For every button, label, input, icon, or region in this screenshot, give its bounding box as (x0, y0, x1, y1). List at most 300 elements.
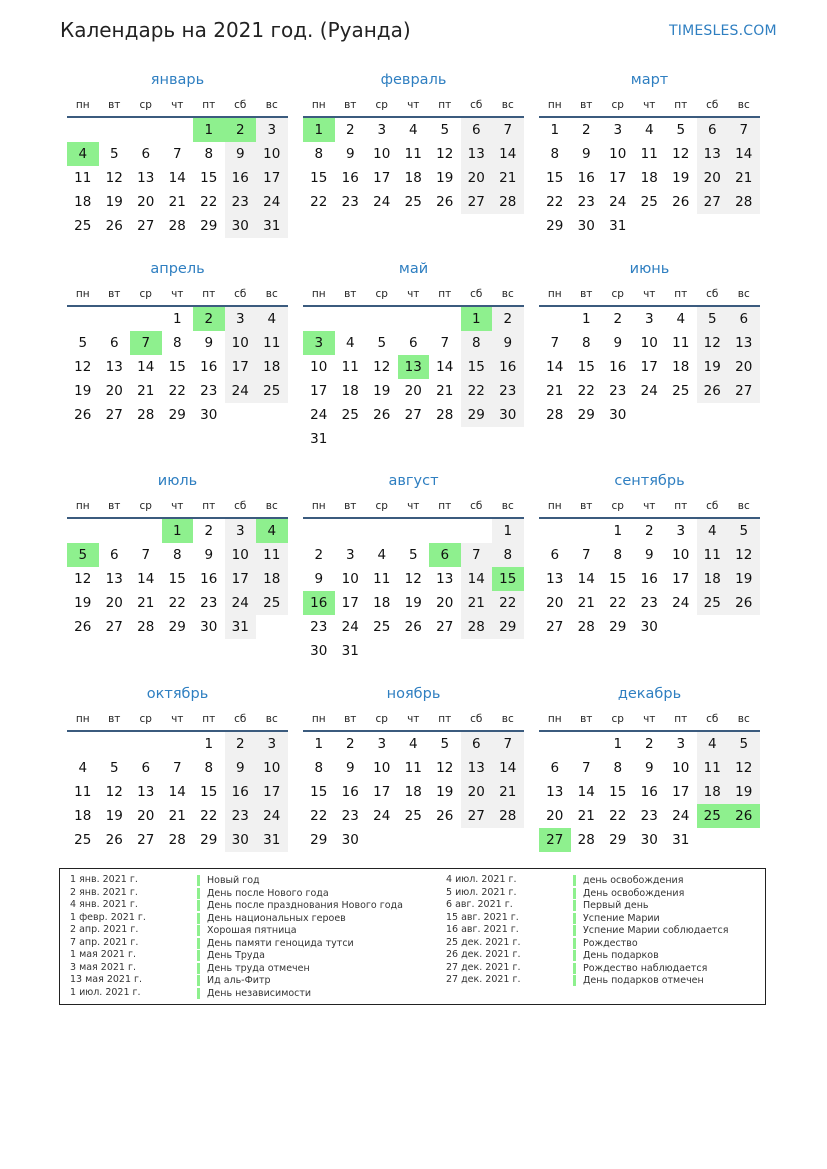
day-cell: 30 (609, 407, 627, 423)
day-cell: 1 (581, 311, 591, 327)
weekday-header: ср (611, 713, 624, 725)
day-cell: 2 (644, 736, 654, 752)
legend-row (446, 924, 729, 937)
day-cell: 19 (105, 808, 123, 824)
day-cell: 29 (609, 832, 627, 848)
day-cell: 17 (373, 784, 391, 800)
holiday-name: Хорошая пятница (197, 925, 297, 936)
day-cell: 4 (78, 760, 88, 776)
day-cell: 26 (105, 832, 123, 848)
day-cell: 15 (577, 359, 595, 375)
day-cell: 8 (613, 760, 623, 776)
weekend-day-cell: 30 (225, 828, 257, 852)
holiday-date: 1 февр. 2021 г. (70, 911, 146, 923)
weekend-day-cell: 13 (461, 756, 493, 780)
day-cell: 26 (74, 407, 92, 423)
day-cell: 20 (105, 595, 123, 611)
day-cell: 14 (168, 784, 186, 800)
holiday-day-cell: 1 (193, 118, 225, 142)
weekend-day-cell: 14 (492, 142, 524, 166)
weekend-day-cell: 22 (461, 379, 493, 403)
weekday-header: чт (407, 288, 420, 300)
day-cell: 12 (436, 760, 454, 776)
weekend-day-cell: 5 (728, 519, 760, 543)
holiday-name: Успение Марии соблюдается (573, 925, 728, 936)
weekend-day-cell: 6 (728, 307, 760, 331)
day-cell: 30 (310, 643, 328, 659)
weekday-header: вс (265, 288, 278, 300)
day-cell: 22 (168, 383, 186, 399)
day-cell: 24 (373, 808, 391, 824)
day-cell: 29 (546, 218, 564, 234)
holiday-name: День подарков отмечен (573, 975, 704, 986)
day-cell: 26 (105, 218, 123, 234)
day-cell: 17 (672, 571, 690, 587)
weekday-header: пт (202, 713, 216, 725)
day-cell: 6 (141, 760, 151, 776)
day-cell: 26 (373, 407, 391, 423)
weekday-header: чт (171, 99, 184, 111)
day-cell: 14 (546, 359, 564, 375)
day-cell: 23 (577, 194, 595, 210)
weekend-day-cell: 9 (492, 331, 524, 355)
day-cell: 25 (672, 383, 690, 399)
day-cell: 2 (644, 523, 654, 539)
day-cell: 29 (609, 619, 627, 635)
weekday-header: чт (171, 288, 184, 300)
weekday-header: вт (344, 288, 357, 300)
day-cell: 29 (200, 218, 218, 234)
weekday-header: пн (311, 713, 326, 725)
weekend-day-cell: 19 (697, 355, 729, 379)
day-cell: 23 (200, 595, 218, 611)
holiday-date: 15 авг. 2021 г. (446, 911, 519, 923)
day-cell: 16 (577, 170, 595, 186)
legend-row (446, 974, 704, 987)
weekday-header: сб (234, 713, 247, 725)
month-name: октябрь (146, 686, 209, 702)
weekday-header: сб (470, 713, 483, 725)
holiday-date: 2 апр. 2021 г. (70, 924, 139, 935)
holiday-date: 13 мая 2021 г. (70, 974, 143, 985)
day-cell: 21 (168, 194, 186, 210)
day-cell: 15 (546, 170, 564, 186)
weekend-day-cell: 10 (256, 756, 288, 780)
weekday-header: пт (438, 500, 452, 512)
day-cell: 19 (373, 383, 391, 399)
day-cell: 24 (373, 194, 391, 210)
weekend-day-cell: 27 (728, 379, 760, 403)
legend-row (70, 874, 260, 887)
day-cell: 23 (341, 808, 359, 824)
day-cell: 10 (373, 760, 391, 776)
day-cell: 22 (200, 808, 218, 824)
weekend-day-cell: 7 (492, 118, 524, 142)
day-cell: 1 (613, 523, 623, 539)
holiday-name: День освобождения (573, 888, 684, 899)
day-cell: 5 (440, 736, 450, 752)
month-name: март (630, 72, 669, 88)
weekend-day-cell: 10 (225, 543, 257, 567)
holiday-date: 1 янв. 2021 г. (70, 874, 138, 885)
weekday-header: сб (234, 500, 247, 512)
weekend-day-cell: 6 (461, 118, 493, 142)
day-cell: 29 (310, 832, 328, 848)
weekend-day-cell: 12 (728, 543, 760, 567)
day-cell: 7 (550, 335, 560, 351)
legend-row (446, 949, 659, 962)
day-cell: 13 (137, 784, 155, 800)
weekend-day-cell: 8 (461, 331, 493, 355)
day-cell: 12 (404, 571, 422, 587)
holiday-day-cell: 4 (67, 142, 99, 166)
day-cell: 21 (546, 383, 564, 399)
day-cell: 13 (105, 571, 123, 587)
weekend-day-cell: 3 (225, 519, 257, 543)
weekend-day-cell: 26 (728, 591, 760, 615)
weekend-day-cell: 23 (492, 379, 524, 403)
weekend-day-cell: 3 (256, 118, 288, 142)
day-cell: 1 (172, 311, 182, 327)
holiday-day-cell: 25 (697, 804, 729, 828)
day-cell: 9 (345, 760, 355, 776)
weekday-header: чт (407, 713, 420, 725)
weekend-day-cell: 2 (492, 307, 524, 331)
day-cell: 24 (640, 383, 658, 399)
holiday-day-cell: 13 (398, 355, 430, 379)
day-cell: 4 (676, 311, 686, 327)
weekday-header: чт (643, 713, 656, 725)
weekday-header: вт (344, 500, 357, 512)
day-cell: 26 (74, 619, 92, 635)
day-cell: 9 (613, 335, 623, 351)
day-cell: 13 (546, 784, 564, 800)
holiday-day-cell: 7 (130, 331, 162, 355)
day-cell: 8 (204, 760, 214, 776)
holiday-date: 6 авг. 2021 г. (446, 899, 513, 910)
day-cell: 24 (341, 619, 359, 635)
weekend-day-cell: 21 (492, 166, 524, 190)
legend-row (70, 899, 403, 912)
day-cell: 16 (341, 170, 359, 186)
day-cell: 10 (672, 760, 690, 776)
holiday-name: День национальных героев (197, 913, 346, 924)
weekday-header: вт (580, 713, 593, 725)
weekday-header: вс (737, 713, 750, 725)
day-cell: 28 (577, 832, 595, 848)
day-cell: 27 (404, 407, 422, 423)
weekday-header: вс (737, 99, 750, 111)
day-cell: 20 (546, 808, 564, 824)
day-cell: 14 (137, 571, 155, 587)
day-cell: 21 (577, 595, 595, 611)
weekend-day-cell: 20 (461, 780, 493, 804)
day-cell: 8 (172, 547, 182, 563)
day-cell: 11 (373, 571, 391, 587)
weekend-day-cell: 25 (256, 379, 288, 403)
day-cell: 28 (436, 407, 454, 423)
legend-row (70, 986, 312, 1000)
day-cell: 12 (105, 784, 123, 800)
weekend-day-cell: 18 (256, 355, 288, 379)
weekend-day-cell: 7 (492, 732, 524, 756)
day-cell: 7 (141, 547, 151, 563)
weekday-header: вс (265, 713, 278, 725)
legend-row (70, 886, 329, 900)
day-cell: 9 (314, 571, 324, 587)
day-cell: 11 (74, 170, 92, 186)
day-cell: 1 (314, 736, 324, 752)
weekday-header: вс (501, 500, 514, 512)
weekday-header: пн (311, 288, 326, 300)
day-cell: 29 (168, 619, 186, 635)
weekend-day-cell: 4 (697, 519, 729, 543)
legend-row (446, 936, 638, 950)
day-cell: 27 (105, 407, 123, 423)
day-cell: 14 (168, 170, 186, 186)
weekday-header: ср (139, 500, 152, 512)
weekday-header: чт (171, 500, 184, 512)
day-cell: 25 (74, 832, 92, 848)
day-cell: 25 (404, 194, 422, 210)
weekend-day-cell: 14 (461, 567, 493, 591)
day-cell: 9 (644, 760, 654, 776)
weekday-header: пт (674, 99, 688, 111)
day-cell: 11 (404, 146, 422, 162)
day-cell: 14 (577, 784, 595, 800)
day-cell: 26 (404, 619, 422, 635)
day-cell: 16 (640, 784, 658, 800)
legend-row (70, 936, 354, 950)
weekday-header: пн (547, 288, 562, 300)
holiday-name: Рождество (573, 938, 638, 949)
weekday-header: сб (234, 99, 247, 111)
weekend-day-cell: 3 (225, 307, 257, 331)
month-name: август (388, 473, 439, 489)
month-name: декабрь (617, 686, 682, 702)
day-cell: 30 (200, 619, 218, 635)
day-cell: 16 (609, 359, 627, 375)
day-cell: 14 (436, 359, 454, 375)
day-cell: 22 (577, 383, 595, 399)
weekend-day-cell: 21 (461, 591, 493, 615)
weekday-header: пн (75, 288, 90, 300)
holiday-date: 26 дек. 2021 г. (446, 949, 521, 960)
legend-row (70, 911, 346, 925)
weekday-header: пн (75, 99, 90, 111)
day-cell: 21 (137, 595, 155, 611)
weekend-day-cell: 11 (256, 331, 288, 355)
day-cell: 7 (581, 547, 591, 563)
day-cell: 16 (200, 359, 218, 375)
weekend-day-cell: 20 (461, 166, 493, 190)
day-cell: 15 (310, 784, 328, 800)
holiday-date: 16 авг. 2021 г. (446, 924, 519, 935)
day-cell: 8 (550, 146, 560, 162)
holiday-date: 1 июл. 2021 г. (70, 986, 141, 998)
weekend-day-cell: 11 (697, 756, 729, 780)
day-cell: 23 (341, 194, 359, 210)
weekend-day-cell: 19 (728, 567, 760, 591)
weekend-day-cell: 5 (728, 732, 760, 756)
day-cell: 28 (168, 832, 186, 848)
day-cell: 20 (436, 595, 454, 611)
weekend-day-cell: 25 (697, 591, 729, 615)
day-cell: 1 (613, 736, 623, 752)
month-name: сентябрь (614, 473, 685, 489)
day-cell: 23 (200, 383, 218, 399)
day-cell: 10 (341, 571, 359, 587)
day-cell: 24 (672, 808, 690, 824)
holiday-name: День труда отмечен (197, 963, 310, 974)
day-cell: 15 (168, 571, 186, 587)
legend-row (70, 974, 271, 987)
weekday-header: ср (139, 288, 152, 300)
weekend-day-cell: 17 (225, 567, 257, 591)
legend-row (446, 899, 649, 912)
holiday-date: 5 июл. 2021 г. (446, 886, 517, 898)
weekend-day-cell: 12 (728, 756, 760, 780)
weekend-day-cell: 11 (256, 543, 288, 567)
day-cell: 4 (408, 122, 418, 138)
weekday-header: пн (75, 713, 90, 725)
day-cell: 28 (577, 619, 595, 635)
holiday-name: День памяти геноцида тутси (197, 938, 354, 949)
day-cell: 2 (314, 547, 324, 563)
holiday-date: 7 апр. 2021 г. (70, 936, 139, 948)
day-cell: 31 (609, 218, 627, 234)
weekend-day-cell: 30 (225, 214, 257, 238)
weekday-header: вт (108, 500, 121, 512)
weekday-header: вт (580, 288, 593, 300)
weekend-day-cell: 4 (256, 307, 288, 331)
month-name: январь (150, 72, 205, 88)
weekend-day-cell: 16 (225, 780, 257, 804)
weekday-header: ср (375, 713, 388, 725)
weekday-header: вс (265, 99, 278, 111)
day-cell: 12 (436, 146, 454, 162)
day-cell: 5 (408, 547, 418, 563)
brand-link[interactable]: TIMESLES.COM (669, 23, 777, 39)
weekend-day-cell: 27 (461, 804, 493, 828)
day-cell: 21 (577, 808, 595, 824)
weekend-day-cell: 20 (728, 355, 760, 379)
day-cell: 13 (105, 359, 123, 375)
holiday-day-cell: 16 (303, 591, 335, 615)
weekend-day-cell: 3 (256, 732, 288, 756)
day-cell: 12 (105, 170, 123, 186)
day-cell: 16 (640, 571, 658, 587)
day-cell: 3 (613, 122, 623, 138)
weekday-header: чт (643, 99, 656, 111)
weekday-header: пт (438, 99, 452, 111)
day-cell: 4 (408, 736, 418, 752)
weekend-day-cell: 28 (492, 804, 524, 828)
day-cell: 11 (341, 359, 359, 375)
day-cell: 13 (436, 571, 454, 587)
day-cell: 10 (672, 547, 690, 563)
day-cell: 19 (436, 784, 454, 800)
weekend-day-cell: 13 (728, 331, 760, 355)
weekday-header: чт (643, 500, 656, 512)
weekend-day-cell: 19 (728, 780, 760, 804)
day-cell: 22 (310, 808, 328, 824)
holiday-day-cell: 4 (256, 519, 288, 543)
day-cell: 10 (373, 146, 391, 162)
holiday-day-cell: 26 (728, 804, 760, 828)
day-cell: 6 (550, 547, 560, 563)
weekend-day-cell: 18 (697, 567, 729, 591)
weekday-header: пт (202, 288, 216, 300)
holiday-name: Новый год (197, 875, 260, 886)
weekday-header: пт (438, 713, 452, 725)
weekend-day-cell: 20 (697, 166, 729, 190)
weekend-day-cell: 24 (256, 804, 288, 828)
weekend-day-cell: 6 (697, 118, 729, 142)
month-name: май (398, 261, 429, 277)
day-cell: 16 (341, 784, 359, 800)
day-cell: 13 (546, 571, 564, 587)
weekend-day-cell: 17 (256, 166, 288, 190)
day-cell: 30 (640, 619, 658, 635)
weekend-day-cell: 31 (256, 828, 288, 852)
day-cell: 24 (310, 407, 328, 423)
day-cell: 28 (546, 407, 564, 423)
day-cell: 5 (440, 122, 450, 138)
day-cell: 30 (640, 832, 658, 848)
day-cell: 28 (137, 619, 155, 635)
day-cell: 15 (609, 784, 627, 800)
weekend-day-cell: 10 (256, 142, 288, 166)
weekday-header: пт (674, 288, 688, 300)
day-cell: 8 (314, 146, 324, 162)
day-cell: 17 (341, 595, 359, 611)
day-cell: 2 (204, 523, 214, 539)
day-cell: 6 (141, 146, 151, 162)
weekday-header: чт (407, 500, 420, 512)
day-cell: 1 (204, 736, 214, 752)
weekend-day-cell: 23 (225, 190, 257, 214)
holiday-date: 27 дек. 2021 г. (446, 974, 521, 985)
day-cell: 6 (408, 335, 418, 351)
day-cell: 22 (168, 595, 186, 611)
day-cell: 28 (168, 218, 186, 234)
weekend-day-cell: 15 (461, 355, 493, 379)
weekday-header: вс (265, 500, 278, 512)
weekend-day-cell: 7 (461, 543, 493, 567)
weekday-header: пт (674, 500, 688, 512)
month-name: ноябрь (386, 686, 441, 702)
day-cell: 19 (404, 595, 422, 611)
holiday-name: День после Нового года (197, 888, 329, 899)
day-cell: 17 (609, 170, 627, 186)
day-cell: 4 (345, 335, 355, 351)
weekday-header: пт (674, 713, 688, 725)
day-cell: 3 (644, 311, 654, 327)
weekend-day-cell: 24 (225, 591, 257, 615)
day-cell: 9 (204, 547, 214, 563)
day-cell: 11 (74, 784, 92, 800)
day-cell: 18 (74, 808, 92, 824)
day-cell: 2 (581, 122, 591, 138)
weekday-header: пн (547, 99, 562, 111)
day-cell: 18 (74, 194, 92, 210)
day-cell: 10 (609, 146, 627, 162)
weekday-header: пт (202, 99, 216, 111)
weekend-day-cell: 18 (256, 567, 288, 591)
weekend-day-cell: 30 (492, 403, 524, 427)
holiday-name: День подарков (573, 950, 659, 961)
